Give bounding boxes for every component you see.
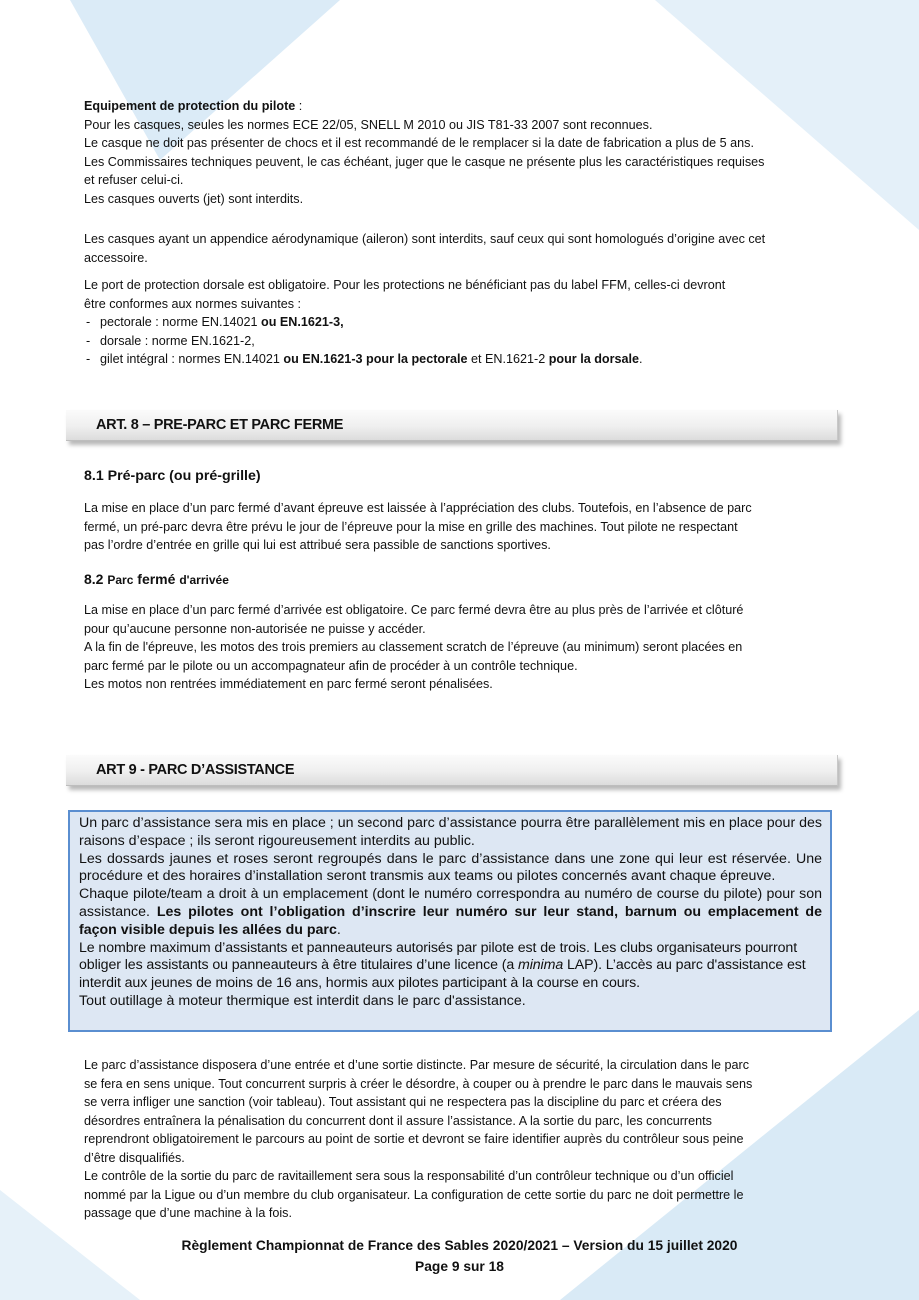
list-item-text: gilet intégral : normes EN.14021: [100, 352, 284, 366]
list-item-bold: ou EN.1621-3 pour la pectorale: [283, 352, 468, 366]
box-italic-text: minima: [517, 957, 564, 974]
aileron-paragraph: [84, 230, 836, 267]
section-8-1-body: [84, 499, 836, 555]
section-8-1-heading: 8.1 Pré-parc (ou pré-grille): [84, 468, 261, 484]
art9-line: se verra infliger une sanction (voir tableau). Tout assistant qui ne respectera pas la discipline du parc et créera des: [84, 1095, 722, 1109]
art9-line: nommé par la Ligue ou d’un membre du club organisateur. La configuration de cette sortie du parc ne doit permettre le: [84, 1187, 744, 1202]
art9-line: Le contrôle de la sortie du parc de ravitaillement sera sous la responsabilité d’un contrôleur technique ou d’un officiel: [84, 1169, 734, 1183]
box-paragraph: Les dossards jaunes et roses seront regroupés dans le parc d’assistance dans une zone qui leur est réservée. Une procédure et des horaires d’installation seront transmis aux teams ou pilotes concernés avant chaque épreuve.: [79, 850, 822, 885]
list-item-bold: ou EN.1621-3,: [261, 315, 344, 329]
equip-line: Pour les casques, seules les normes ECE 22/05, SNELL M 2010 ou JIS T81-33 2007 sont reconnues.: [84, 117, 653, 132]
assistance-highlight-box: [68, 810, 832, 1032]
section-8-2-heading: [84, 571, 229, 587]
list-item-text: dorsale : norme EN.1621-2,: [100, 333, 255, 348]
s81-line: fermé, un pré-parc devra être prévu le jour de l’épreuve pour la mise en grille des machines. Tout pilote ne respectant: [84, 519, 738, 534]
box-bold-text: Les pilotes ont l’obligation d’inscrire leur numéro sur leur stand, barnum ou emplacement de façon visible depuis les allées du parc: [79, 903, 822, 938]
box-paragraph: Tout outillage à moteur thermique est interdit dans le parc d'assistance.: [79, 992, 526, 1009]
equip-line: Les casques ouverts (jet) sont interdits.: [84, 191, 304, 206]
page-number: Page 9 sur 18: [415, 1259, 504, 1274]
s82-word: Parc: [107, 573, 134, 587]
list-item: [84, 313, 836, 332]
equip-line: Les Commissaires techniques peuvent, le cas échéant, juger que le casque ne présente plus les caractéristiques requises: [84, 154, 765, 169]
box-paragraph: Un parc d’assistance sera mis en place ; un second parc d’assistance pourra être parallèlement mis en place pour des raisons d’espace ; ils seront rigoureusement interdits au public.: [79, 815, 822, 849]
s82-line: La mise en place d’un parc fermé d’arrivée est obligatoire. Ce parc fermé devra être au plus près de l’arrivée et clôturé: [84, 603, 744, 617]
dorsal-line: être conformes aux normes suivantes :: [84, 296, 301, 311]
art9-line: se fera en sens unique. Tout concurrent surpris à créer le désordre, à couper ou à prendre le parc dans le mauvais sens: [84, 1076, 753, 1091]
s81-line: La mise en place d’un parc fermé d’avant épreuve est laissée à l’appréciation des clubs. Toutefois, en l’absence de parc: [84, 501, 752, 515]
art9-title: ART 9 - PARC D’ASSISTANCE: [96, 762, 295, 778]
box-text: .: [336, 921, 341, 938]
s82-line: A la fin de l'épreuve, les motos des trois premiers au classement scratch de l’épreuve (au minimum) seront placées en: [84, 640, 743, 654]
art9-line: passage que d’une machine à la fois.: [84, 1206, 292, 1220]
assistance-body: [84, 1056, 836, 1223]
protection-norms-list: [84, 313, 836, 369]
equipment-heading: Equipement de protection du pilote: [84, 99, 296, 113]
equip-line: et refuser celui-ci.: [84, 173, 184, 187]
dorsal-line: Le port de protection dorsale est obligatoire. Pour les protections ne bénéficiant pas du label FFM, celles-ci devront: [84, 278, 726, 292]
footer-title: Règlement Championnat de France des Sables 2020/2021 – Version du 15 juillet 2020: [181, 1238, 738, 1253]
art9-line: d’être disqualifiés.: [84, 1150, 185, 1165]
equipment-section: [84, 97, 836, 208]
list-item: [84, 332, 836, 351]
dorsal-paragraph: [84, 276, 836, 369]
s82-number: 8.2: [84, 571, 104, 587]
list-item-bold: pour la dorsale: [548, 352, 639, 366]
aileron-line: accessoire.: [84, 250, 148, 265]
s82-line: parc fermé par le pilote ou un accompagnateur afin de procéder à un contrôle technique.: [84, 658, 578, 673]
s81-line: pas l’ordre d’entrée en grille qui lui est attribué sera passible de sanctions sportives.: [84, 538, 551, 552]
list-item-text: pectorale : norme EN.14021: [100, 315, 262, 329]
list-item-text: et EN.1621-2: [467, 352, 549, 366]
box-text: LAP). L’accès au parc d'assistance est interdit aux jeunes de moins de 16 ans, hormis aux pilotes participant à la course en cours.: [79, 957, 806, 992]
box-paragraph: [79, 886, 822, 939]
art9-line: désordres entraînera la pénalisation du concurrent dont il assure l’assistance. A la sortie du parc, les concurrents: [84, 1113, 712, 1128]
box-text: Le nombre maximum d’assistants et panneauteurs autorisés par pilote est de trois. Les clubs organisateurs pourront obliger les assistants ou panneauteurs à être titulaires d’une licence (a: [79, 939, 798, 974]
heading-suffix: :: [295, 99, 303, 113]
s82-line: pour qu’aucune personne non-autorisée ne puisse y accéder.: [84, 621, 426, 636]
aileron-line: Les casques ayant un appendice aérodynamique (aileron) sont interdits, sauf ceux qui sont homologués d’origine avec cet: [84, 232, 766, 246]
s82-line: Les motos non rentrées immédiatement en parc fermé seront pénalisées.: [84, 677, 493, 691]
s82-word: fermé: [137, 571, 176, 587]
art9-line: Le parc d’assistance disposera d’une entrée et d’une sortie distincte. Par mesure de sécurité, la circulation dans le parc: [84, 1058, 750, 1072]
art8-title: ART. 8 – PRE-PARC ET PARC FERME: [96, 417, 344, 433]
list-item: [84, 350, 836, 369]
art9-header-bar: [66, 755, 838, 786]
equip-line: Le casque ne doit pas présenter de chocs et il est recommandé de le remplacer si la date de fabrication a plus de 5 ans.: [84, 136, 754, 150]
art9-line: reprendront obligatoirement le parcours au point de sortie et devront se faire identifier auprès du contrôleur sous peine: [84, 1132, 744, 1146]
list-item-text: .: [639, 352, 643, 366]
box-paragraph: [79, 940, 822, 993]
s82-word: d'arrivée: [179, 573, 229, 587]
box-text: Chaque pilote/team a droit à un emplacement (dont le numéro correspondra au numéro de course du pilote) pour son assistance.: [79, 886, 822, 920]
art8-header-bar: [66, 410, 838, 441]
section-8-2-body: [84, 601, 836, 694]
equipment-heading-line: [84, 97, 836, 116]
